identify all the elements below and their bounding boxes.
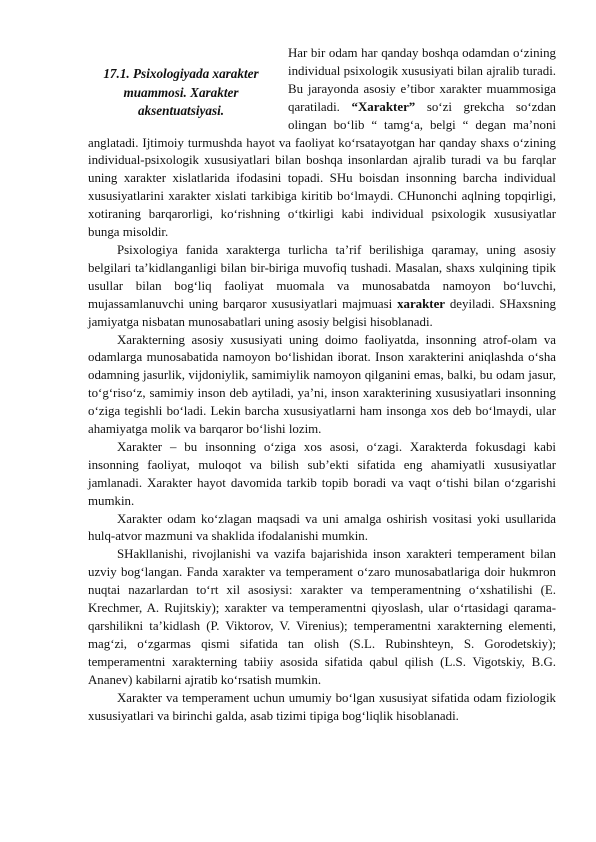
paragraph-6: SHakllanishi, rivojlanishi va vazifa bajarishida inson xarakteri temperament bilan uzviy bog‘langan. Fanda xarakter va temperament o‘zaro munosabatlariga doir hukmron nuqtai nazarlardan to‘rt xil asosiysi: xarakter va temperamentning o‘xshatilishi (E. Krechmer, A. Rujitskiy); xarakter va temperamentni qiyoslash, ular o‘rtasidagi qarama-qarshilikni ta’kidlash (P. Viktorov, V. Virenius); temperamentni xarakterning elementi, mag‘zi, o‘zgarmas qismi sifatida tan olish (S.L. Rubinshteyn, S. Gorodetskiy); temperamentni xarakterning tabiiy asosida sifatida qabul qilish (L.S. Vigotskiy, B.G. Ananev) kabilarni ajratib ko‘rsatish mumkin. [88,547,556,687]
paragraph-2-text-b: deyiladi. SHaxsning jamiyatga nisbatan munosabatlari uning asosiy belgisi hisoblanadi. [88,296,556,329]
paragraph-1-text-b: so‘zi grekcha so‘zdan olingan bo‘lib “ tamg‘a, belgi “ degan ma’noni anglatadi. Ijtimoiy turmushda hayot va faoliyat ko‘rsatayotgan har qanday shaxs o‘zining individual-psixologik xususiyatlari bilan boshqa insonlardan ajralib turadi va bu farqlar uning xarakter xislatlarida ifodasini topadi. SHu boisdan insonning barcha individual xususiyatlarini xarakter xislati tarkibiga kiritib bo‘lmaydi. CHunonchi aqlning topqirligi, xotiraning barqarorligi, ko‘rishning o‘tkirligi kabi individual psixologik xususiyatlar bunga misoldir. [88,99,557,240]
paragraph-2-text-a: Psixologiya fanida xarakterga turlicha ta’rif berilishiga qaramay, uning asosiy belgilari ta’kidlanganligi bilan bir-biriga muvofiq tushadi. Masalan, shaxs xulqining tipik usullar bilan bog‘liq faoliyat muomala va munosabatda namoyon bo‘luvchi, mujassamlanuvchi uning barqaror xususiyatlari majmuasi [88,242,556,311]
paragraph-4: Xarakter – bu insonning o‘ziga xos asosi, o‘zagi. Xarakterda fokusdagi kabi insonning faoliyat, muloqot va bilish sub’ekti sifatida eng ahamiyatli xususiyatlar jamlanadi. Xarakter hayot davomida tarkib topib boradi va vaqt o‘tishi bilan o‘zgarishi mumkin. [88,439,556,508]
paragraph-7: Xarakter va temperament uchun umumiy bo‘lgan xususiyat sifatida odam fiziologik xususiyatlari va birinchi galda, asab tizimi tipiga bog‘liqlik hisoblanadi. [88,690,556,723]
paragraph-1-text-a: Har bir odam har qanday boshqa odamdan o‘zining individual psixologik xususiyati bilan ajralib turadi. Bu jarayonda asosiy e’tibor xarakter muammosiga qaratiladi. [288,46,556,114]
paragraph-3: Xarakterning asosiy xususiyati uning doimo faoliyatda, insonning atrof-olam va odamlarga munosabatida namoyon bo‘lishidan iborat. Inson xarakterini aniqlashda o‘sha odamning jasurlik, vijdoniylik, samimiylik namoyon qilganini emas, balki, bu odam jasur, to‘g‘riso‘z, samimiy inson deb aytiladi, ya’ni, inson xarakterining xususiyatlari insonning o‘ziga tegishli bo‘ladi. Lekin barcha xususiyatlarni ham insonga xos deb bo‘lmaydi, ular ahamiyatga molik va barqaror bo‘lishi lozim. [88,332,556,437]
paragraph-5: Xarakter odam ko‘zlagan maqsadi va uni amalga oshirish vositasi yoki usullarida hulq-atvor mazmuni va shaklida ifodalanishi mumkin. [88,511,556,544]
section-heading: 17.1. Psixologiyada xarakter muammosi. Xarakter aksentuatsiyasi. [103,66,259,118]
paragraph-1-bold-term: “Xarakter” [351,99,416,114]
document-page [88,45,556,725]
paragraph-2-bold-term: xarakter [397,296,446,311]
paragraph-2 [88,242,556,332]
